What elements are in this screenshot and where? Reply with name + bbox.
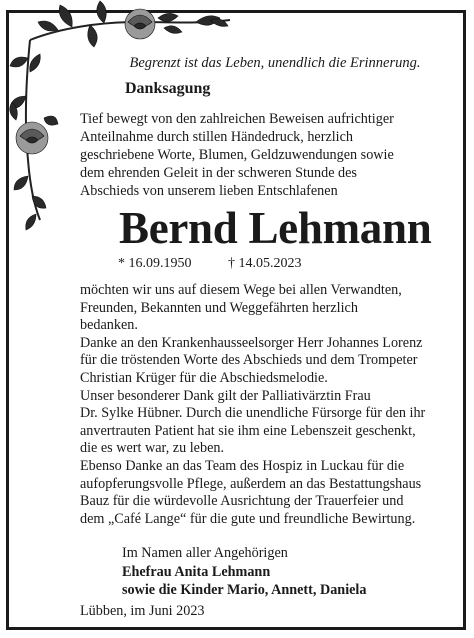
body-line: Dr. Sylke Hübner. Durch die unendliche Fürsorge für den ihr xyxy=(80,405,426,422)
intro-text xyxy=(80,110,394,200)
signature-spouse: Ehefrau Anita Lehmann xyxy=(122,563,271,580)
body-line: Freunden, Bekannten und Weggefährten herzlich xyxy=(80,299,358,316)
body-line: möchten wir uns auf diesem Wege bei allen Verwandten, xyxy=(80,282,402,298)
body-line: Danke an den Krankenhausseelsorger Herr Johannes Lorenz xyxy=(80,334,423,351)
body-line: die es wert war, zu leben. xyxy=(80,440,225,457)
body-line: dem „Café Lange“ für die gute und freundliche Bewirtung. xyxy=(80,510,416,527)
signature-children: sowie die Kinder Mario, Annett, Daniela xyxy=(122,582,367,598)
intro-line: Tief bewegt von den zahlreichen Beweisen aufrichtiger xyxy=(80,111,394,127)
body-line: bedanken. xyxy=(80,317,138,334)
intro-line: Abschieds von unserem lieben Entschlafenen xyxy=(80,183,338,199)
heading: Danksagung xyxy=(125,80,211,97)
body-line: Bauz für die würdevolle Ausrichtung der Trauerfeier und xyxy=(80,493,404,510)
life-dates xyxy=(118,256,302,272)
body-line: für die tröstenden Worte des Abschieds und dem Trompeter xyxy=(80,352,418,369)
intro-line: geschriebene Worte, Blumen, Geldzuwendungen sowie xyxy=(80,147,394,163)
place-date: Lübben, im Juni 2023 xyxy=(80,603,205,619)
deceased-name: Bernd Lehmann xyxy=(119,203,432,253)
body-line: Christian Krüger für die Abschiedsmelodie. xyxy=(80,369,328,386)
intro-line: Anteilnahme durch stillen Händedruck, herzlich xyxy=(80,129,354,145)
signature-block xyxy=(122,544,366,600)
birth-date: * 16.09.1950 xyxy=(118,256,192,271)
body-line: aufopferungsvolle Pflege, außerdem an das Bestattungshaus xyxy=(80,475,422,492)
body-line: Ebenso Danke an das Team des Hospiz in Luckau für die xyxy=(80,457,405,474)
death-date: † 14.05.2023 xyxy=(228,256,302,271)
body-text xyxy=(80,282,425,528)
intro-line: dem ehrenden Geleit in der schweren Stunde des xyxy=(80,165,357,181)
motto: Begrenzt ist das Leben, unendlich die Erinnerung. xyxy=(129,55,421,71)
body-line: anvertrauten Patient hat sie ihm eine Lebenszeit geschenkt, xyxy=(80,422,416,439)
body-line: Unser besonderer Dank gilt der Palliativärztin Frau xyxy=(80,387,371,404)
signature-intro: Im Namen aller Angehörigen xyxy=(122,545,288,561)
